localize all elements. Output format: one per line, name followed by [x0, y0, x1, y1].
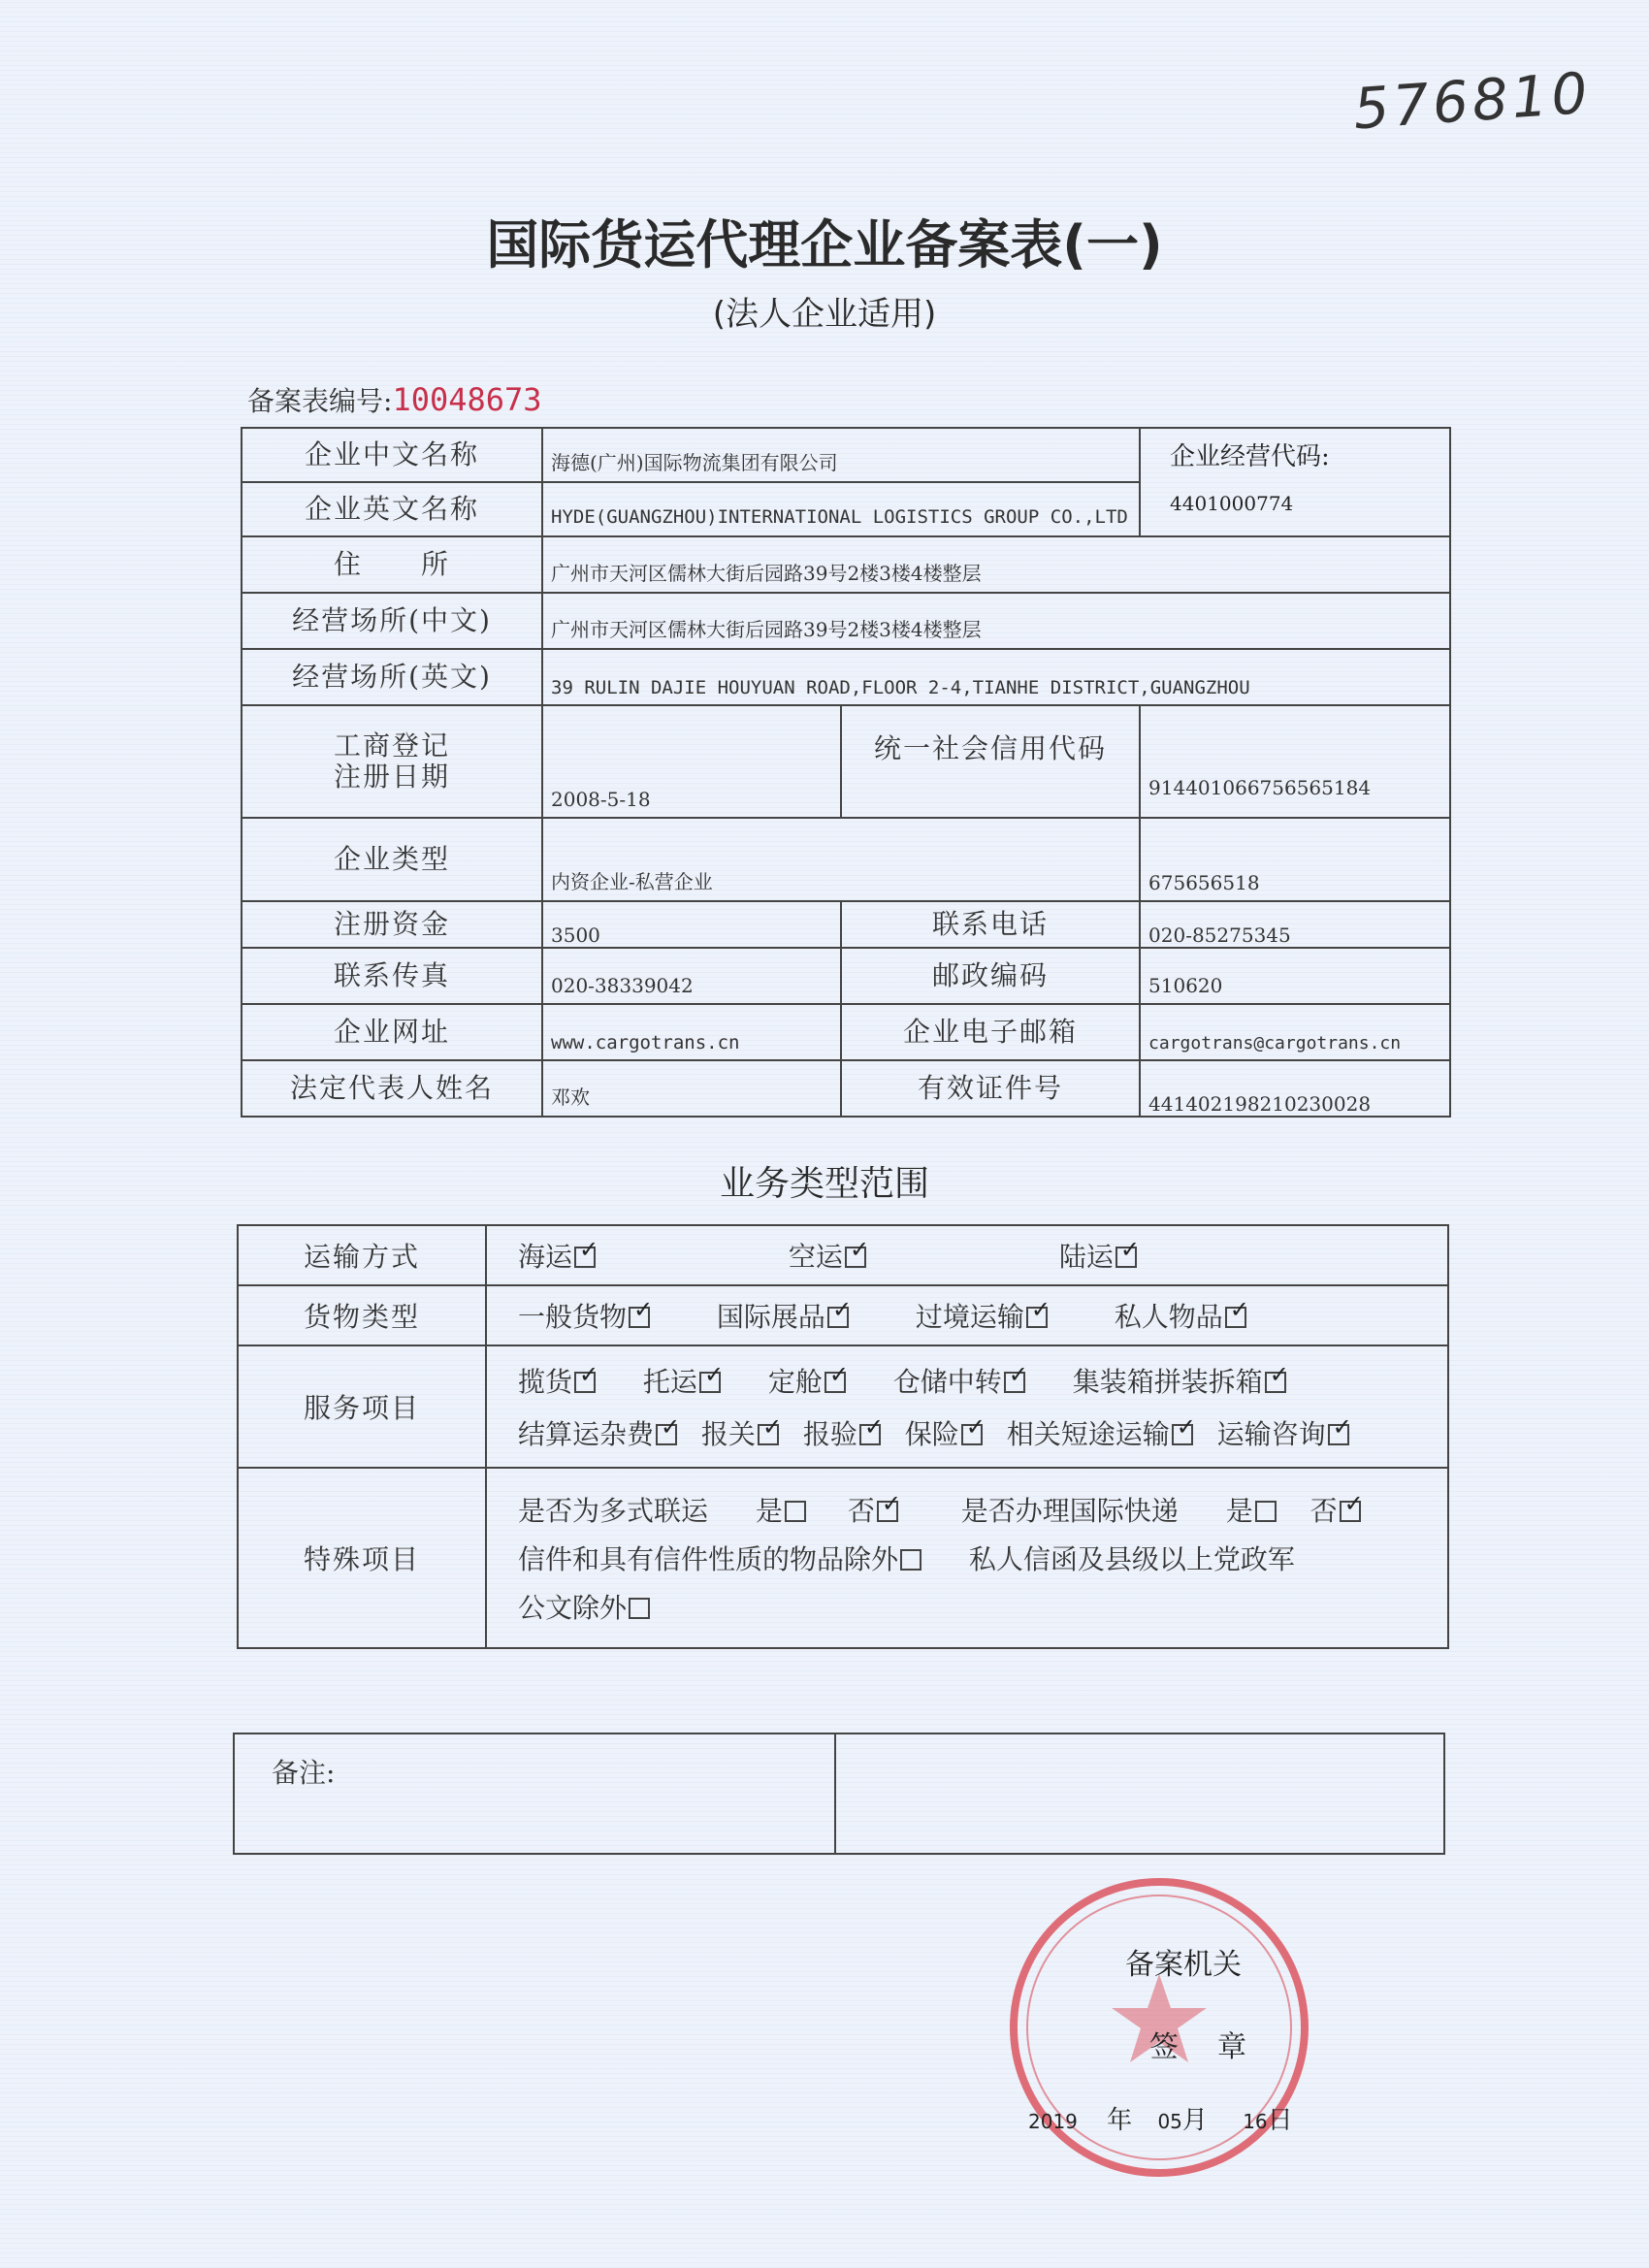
option-sea[interactable]: [518, 1236, 596, 1275]
checkbox-checked[interactable]: [574, 1372, 596, 1393]
option-insurance[interactable]: [905, 1413, 983, 1452]
special-label: 特殊项目: [238, 1468, 486, 1648]
fax-label: 联系传真: [242, 948, 542, 1004]
cn-name-label: 企业中文名称: [242, 428, 542, 482]
checkbox-checked[interactable]: [845, 1247, 866, 1268]
reg-date-label: [242, 705, 542, 818]
cn-name-value: 海德(广州)国际物流集团有限公司: [542, 428, 1140, 482]
option-exhibits-label: 国际展品: [716, 1301, 825, 1333]
email-label: 企业电子邮箱: [841, 1004, 1140, 1060]
option-exhibits[interactable]: [717, 1296, 849, 1335]
multimodal-no[interactable]: [848, 1495, 898, 1527]
fax-value: 020-38339042: [542, 948, 841, 1004]
intl-express-yes-label: 是: [1225, 1495, 1253, 1527]
legal-rep-label: 法定代表人姓名: [242, 1060, 542, 1117]
credit-code-value: 914401066756565184: [1140, 705, 1450, 818]
checkbox-checked[interactable]: [961, 1424, 983, 1445]
intl-express-question: 是否办理国际快递: [960, 1495, 1179, 1527]
option-short-haul-label: 相关短途运输: [1006, 1418, 1170, 1450]
type-value: 内资企业-私营企业: [542, 818, 1140, 901]
option-container-consolidation-label: 集装箱拼装拆箱: [1072, 1366, 1263, 1398]
date-year: 2019: [1028, 2110, 1078, 2133]
checkbox-checked[interactable]: [758, 1424, 779, 1445]
place-cn-label: 经营场所(中文): [242, 593, 542, 649]
option-consulting[interactable]: [1217, 1413, 1349, 1452]
seal-sign-label: 签章: [1149, 2030, 1285, 2064]
cargo-label: 货物类型: [238, 1285, 486, 1345]
page-subtitle: (法人企业适用): [712, 295, 937, 334]
domicile-label: 住 所: [242, 536, 542, 593]
checkbox-checked[interactable]: [629, 1307, 650, 1328]
place-en-value: 39 RULIN DAJIE HOUYUAN ROAD,FLOOR 2-4,TIANHE DISTRICT,GUANGZHOU: [542, 649, 1450, 705]
page-title: 国际货运代理企业备案表(一): [486, 214, 1163, 275]
option-general-cargo-label: 一般货物: [518, 1301, 628, 1333]
special-line-2: [518, 1539, 1447, 1577]
credit-code-label: 统一社会信用代码: [841, 705, 1140, 818]
date-day-unit: 日: [1267, 2106, 1293, 2135]
website-label: 企业网址: [242, 1004, 542, 1060]
checkbox-checked[interactable]: [1265, 1372, 1286, 1393]
option-warehousing-label: 仓储中转: [892, 1366, 1002, 1398]
transport-options: [486, 1225, 1448, 1285]
option-sea-label: 海运: [518, 1241, 573, 1273]
phone-label: 联系电话: [841, 901, 1140, 948]
multimodal-yes[interactable]: [756, 1495, 806, 1527]
option-personal-goods[interactable]: [1115, 1296, 1246, 1335]
business-scope-table: [237, 1224, 1449, 1649]
place-cn-value: 广州市天河区儒林大街后园路39号2楼3楼4楼整层: [542, 593, 1450, 649]
date-month-unit: 月: [1181, 2106, 1208, 2135]
option-canvassing[interactable]: [518, 1361, 596, 1400]
official-exclusion-label: 公文除外: [518, 1592, 628, 1624]
intl-express-yes[interactable]: [1226, 1495, 1277, 1527]
private-letters-text: 私人信函及县级以上党政军: [968, 1543, 1295, 1575]
legal-rep-value: 邓欢: [542, 1060, 841, 1117]
checkbox-checked[interactable]: [1004, 1372, 1025, 1393]
domicile-value: 广州市天河区儒林大街后园路39号2楼3楼4楼整层: [542, 536, 1450, 593]
service-line-1: [518, 1361, 1447, 1400]
option-consignment[interactable]: [643, 1361, 721, 1400]
option-short-haul[interactable]: [1007, 1413, 1193, 1452]
letters-exclusion[interactable]: [518, 1543, 922, 1575]
option-consulting-label: 运输咨询: [1216, 1418, 1326, 1450]
option-transit[interactable]: [916, 1296, 1048, 1335]
capital-value: 3500: [542, 901, 841, 948]
special-options: [486, 1468, 1448, 1648]
option-warehousing[interactable]: [893, 1361, 1025, 1400]
option-settlement-label: 结算运杂费: [518, 1418, 655, 1450]
checkbox-checked[interactable]: [827, 1307, 849, 1328]
option-transit-label: 过境运输: [915, 1301, 1024, 1333]
option-booking[interactable]: [768, 1361, 846, 1400]
checkbox-checked[interactable]: [877, 1501, 898, 1522]
checkbox-checked[interactable]: [1172, 1424, 1193, 1445]
checkbox-checked[interactable]: [699, 1372, 721, 1393]
checkbox-unchecked[interactable]: [785, 1501, 806, 1522]
official-exclusion[interactable]: [518, 1592, 650, 1624]
letters-exclusion-label: 信件和具有信件性质的物品除外: [518, 1543, 899, 1575]
option-air[interactable]: [789, 1236, 866, 1275]
capital-label: 注册资金: [242, 901, 542, 948]
seal-date: [1028, 2100, 1293, 2136]
multimodal-no-label: 否: [847, 1495, 875, 1527]
authority-label: 备案机关: [1125, 1948, 1242, 1982]
biz-code-cell: [1140, 428, 1450, 536]
record-number-value: 10048673: [392, 381, 542, 418]
checkbox-unchecked[interactable]: [629, 1598, 650, 1619]
en-name-label: 企业英文名称: [242, 482, 542, 536]
biz-code-value: 4401000774: [1170, 492, 1294, 515]
id-label: 有效证件号: [841, 1060, 1140, 1117]
special-line-3: [518, 1587, 1447, 1626]
en-name-value: HYDE(GUANGZHOU)INTERNATIONAL LOGISTICS GROUP CO.,LTD: [542, 482, 1140, 536]
record-number-label: 备案表编号:: [247, 385, 393, 417]
remarks-label: 备注:: [234, 1733, 835, 1854]
option-inspection[interactable]: [803, 1413, 881, 1452]
transport-label: 运输方式: [238, 1225, 486, 1285]
special-line-1: [518, 1490, 1447, 1529]
date-day: 16: [1243, 2110, 1268, 2133]
checkbox-checked[interactable]: [1116, 1247, 1137, 1268]
checkbox-checked[interactable]: [656, 1424, 677, 1445]
service-options: [486, 1345, 1448, 1468]
option-air-label: 空运: [788, 1241, 843, 1273]
checkbox-checked[interactable]: [859, 1424, 881, 1445]
org-code-value: 675656518: [1140, 818, 1450, 901]
cargo-options: [486, 1285, 1448, 1345]
option-inspection-label: 报验: [802, 1418, 857, 1450]
intl-express-no[interactable]: [1310, 1495, 1361, 1527]
record-number: [247, 380, 542, 419]
option-canvassing-label: 揽货: [518, 1366, 573, 1398]
checkbox-checked[interactable]: [824, 1372, 846, 1393]
date-year-unit: 年: [1107, 2106, 1133, 2135]
checkbox-checked[interactable]: [1225, 1307, 1246, 1328]
id-value: 441402198210230028: [1140, 1060, 1450, 1117]
postcode-value: 510620: [1140, 948, 1450, 1004]
option-land[interactable]: [1059, 1236, 1137, 1275]
option-insurance-label: 保险: [904, 1418, 959, 1450]
biz-code-label: 企业经营代码:: [1170, 442, 1330, 471]
checkbox-checked[interactable]: [1026, 1307, 1048, 1328]
intl-express-no-label: 否: [1310, 1495, 1338, 1527]
reg-date-label-line2: 注册日期: [333, 761, 450, 793]
email-value: cargotrans@cargotrans.cn: [1140, 1004, 1450, 1060]
type-label: 企业类型: [242, 818, 542, 901]
option-personal-goods-label: 私人物品: [1114, 1301, 1223, 1333]
checkbox-checked[interactable]: [1340, 1501, 1361, 1522]
option-customs[interactable]: [701, 1413, 779, 1452]
remarks-table: [233, 1733, 1445, 1855]
place-en-label: 经营场所(英文): [242, 649, 542, 705]
checkbox-checked[interactable]: [1328, 1424, 1349, 1445]
reg-date-value: 2008-5-18: [542, 705, 841, 818]
checkbox-unchecked[interactable]: [1255, 1501, 1277, 1522]
option-land-label: 陆运: [1058, 1241, 1114, 1273]
option-consignment-label: 托运: [642, 1366, 697, 1398]
postcode-label: 邮政编码: [841, 948, 1140, 1004]
service-line-2: [518, 1413, 1447, 1452]
multimodal-question: 是否为多式联运: [518, 1495, 709, 1527]
option-booking-label: 定舱: [767, 1366, 823, 1398]
option-settlement[interactable]: [518, 1413, 677, 1452]
multimodal-yes-label: 是: [755, 1495, 783, 1527]
checkbox-checked[interactable]: [574, 1247, 596, 1268]
option-customs-label: 报关: [700, 1418, 756, 1450]
service-label: 服务项目: [238, 1345, 486, 1468]
option-general-cargo[interactable]: [518, 1296, 650, 1335]
website-value: www.cargotrans.cn: [542, 1004, 841, 1060]
section-title: 业务类型范围: [719, 1164, 929, 1204]
reg-date-label-line1: 工商登记: [333, 729, 450, 761]
remarks-blank: [835, 1733, 1444, 1854]
date-month: 05: [1157, 2110, 1182, 2133]
phone-value: 020-85275345: [1140, 901, 1450, 948]
checkbox-unchecked[interactable]: [900, 1549, 922, 1571]
handwritten-number: 576810: [1350, 59, 1594, 143]
enterprise-info-table: [241, 427, 1451, 1118]
option-container-consolidation[interactable]: [1073, 1361, 1286, 1400]
